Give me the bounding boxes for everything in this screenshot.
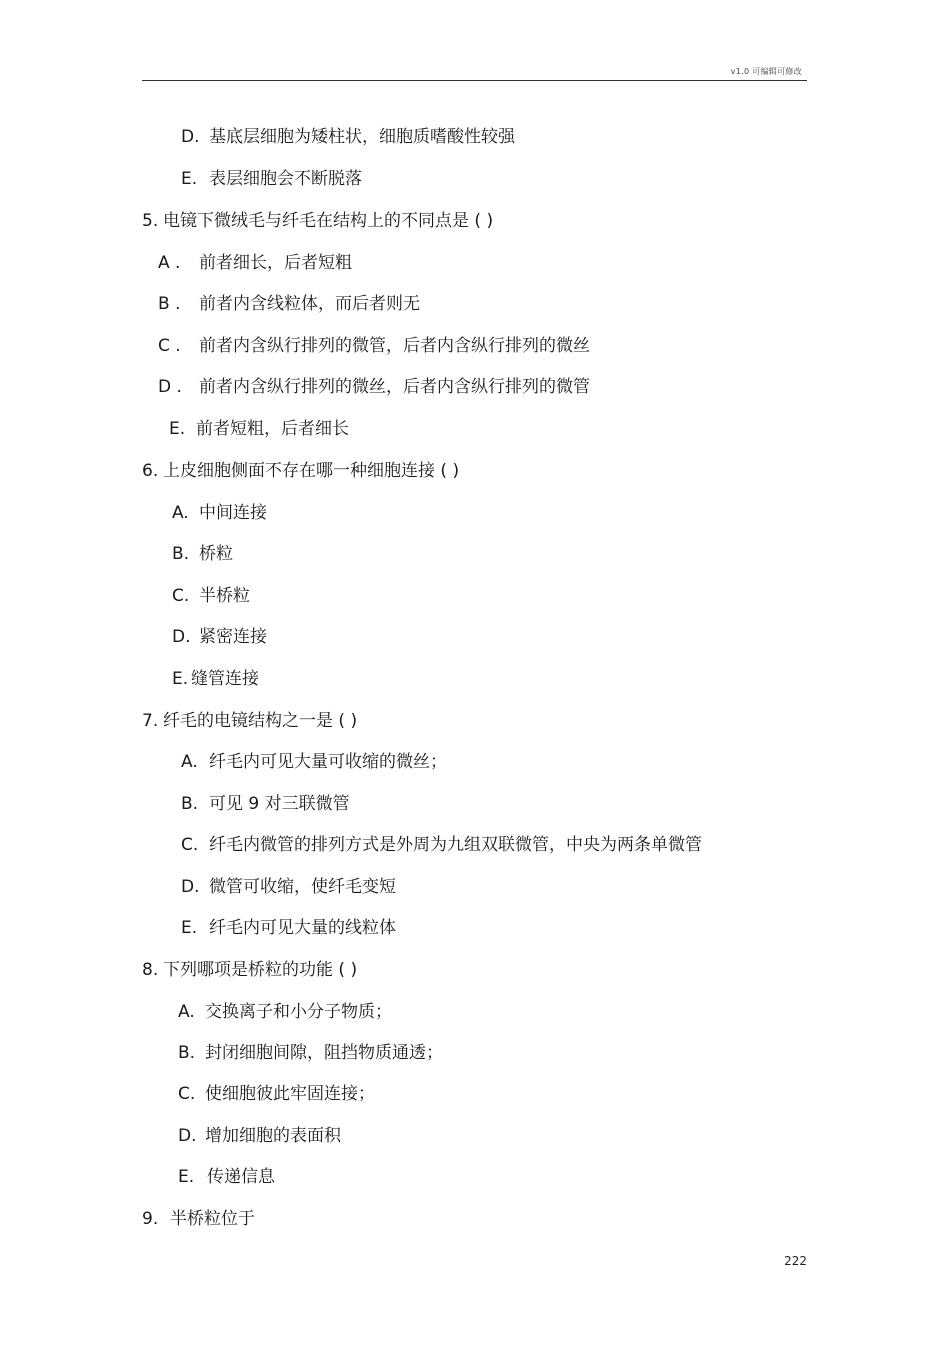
option-text: 前者细长，后者短粗	[199, 253, 352, 273]
question-text: 下列哪项是桥粒的功能 ( )	[163, 960, 358, 980]
q6-option-c	[172, 585, 250, 607]
option-letter: E.	[169, 419, 186, 439]
option-letter: B.	[178, 1043, 196, 1063]
option-letter: A.	[172, 503, 189, 523]
option-letter: C .	[158, 336, 181, 356]
option-text: 前者内含线粒体，而后者则无	[199, 294, 420, 314]
question-7	[142, 710, 357, 732]
option-letter: D .	[158, 377, 182, 397]
option-letter: D.	[178, 1126, 197, 1146]
option-letter: C.	[178, 1084, 196, 1104]
option-letter: A.	[181, 752, 198, 772]
question-text: 上皮细胞侧面不存在哪一种细胞连接 ( )	[163, 461, 460, 481]
header-version: v1.0 可编辑可修改	[730, 67, 802, 76]
option-text: 纤毛内可见大量可收缩的微丝；	[209, 752, 447, 772]
option-letter: B .	[158, 294, 181, 314]
q7-option-a	[181, 751, 447, 773]
page-number: 222	[784, 1254, 807, 1268]
question-9	[142, 1208, 255, 1230]
q5-option-d	[158, 376, 590, 398]
option-text: 交换离子和小分子物质；	[205, 1002, 392, 1022]
question-number: 7.	[142, 711, 159, 731]
option-letter: A.	[178, 1002, 195, 1022]
option-text: 可见 9 对三联微管	[209, 794, 350, 814]
option-letter: A .	[158, 253, 181, 273]
option-letter: D.	[172, 627, 191, 647]
option-text: 桥粒	[199, 544, 233, 564]
option-text: 前者短粗，后者细长	[196, 419, 349, 439]
q5-option-c	[158, 335, 590, 357]
question-number: 6.	[142, 461, 159, 481]
question-8	[142, 959, 357, 981]
option-text: 封闭细胞间隙，阻挡物质通透；	[205, 1043, 443, 1063]
line-e-option	[181, 168, 362, 190]
question-6	[142, 460, 459, 482]
option-text: 微管可收缩，使纤毛变短	[209, 877, 396, 897]
q6-option-d	[172, 626, 267, 648]
option-letter: B.	[181, 794, 199, 814]
option-letter: C.	[172, 586, 190, 606]
question-number: 8.	[142, 960, 159, 980]
option-text: 增加细胞的表面积	[205, 1126, 341, 1146]
option-text: 表层细胞会不断脱落	[209, 169, 362, 189]
option-letter: D.	[181, 877, 200, 897]
option-text: 基底层细胞为矮柱状，细胞质嗜酸性较强	[209, 127, 515, 147]
option-text: 纤毛内可见大量的线粒体	[209, 918, 396, 938]
q8-option-d	[178, 1125, 341, 1147]
question-5	[142, 210, 493, 232]
option-letter: D.	[181, 127, 200, 147]
option-letter: E.	[178, 1167, 195, 1187]
q6-option-b	[172, 543, 233, 565]
q5-option-b	[158, 293, 420, 315]
option-text: 纤毛内微管的排列方式是外周为九组双联微管，中央为两条单微管	[209, 835, 702, 855]
q6-option-a	[172, 502, 267, 524]
question-text: 半桥粒位于	[170, 1209, 255, 1229]
q5-option-e	[169, 418, 349, 440]
option-text: 缝管连接	[191, 669, 259, 689]
q8-option-a	[178, 1001, 392, 1023]
header-rule	[142, 80, 807, 81]
q5-option-a	[158, 252, 352, 274]
option-text: 传递信息	[207, 1167, 275, 1187]
question-number: 5.	[142, 211, 159, 231]
q7-option-e	[181, 917, 396, 939]
option-text: 前者内含纵行排列的微管，后者内含纵行排列的微丝	[199, 336, 590, 356]
option-letter: B.	[172, 544, 190, 564]
option-text: 紧密连接	[199, 627, 267, 647]
q7-option-d	[181, 876, 396, 898]
q6-option-e	[172, 668, 259, 690]
option-letter: C.	[181, 835, 199, 855]
q7-option-b	[181, 793, 350, 815]
option-text: 半桥粒	[199, 586, 250, 606]
line-d-option	[181, 126, 515, 148]
option-letter: E.	[172, 669, 189, 689]
option-text: 前者内含纵行排列的微丝，后者内含纵行排列的微管	[199, 377, 590, 397]
q8-option-c	[178, 1083, 375, 1105]
option-text: 中间连接	[199, 503, 267, 523]
option-letter: E.	[181, 918, 198, 938]
option-letter: E.	[181, 169, 198, 189]
q8-option-b	[178, 1042, 443, 1064]
question-number: 9.	[142, 1209, 159, 1229]
option-text: 使细胞彼此牢固连接；	[205, 1084, 375, 1104]
question-text: 纤毛的电镜结构之一是 ( )	[163, 711, 358, 731]
q7-option-c	[181, 834, 702, 856]
q8-option-e	[178, 1166, 275, 1188]
question-text: 电镜下微绒毛与纤毛在结构上的不同点是 ( )	[163, 211, 494, 231]
